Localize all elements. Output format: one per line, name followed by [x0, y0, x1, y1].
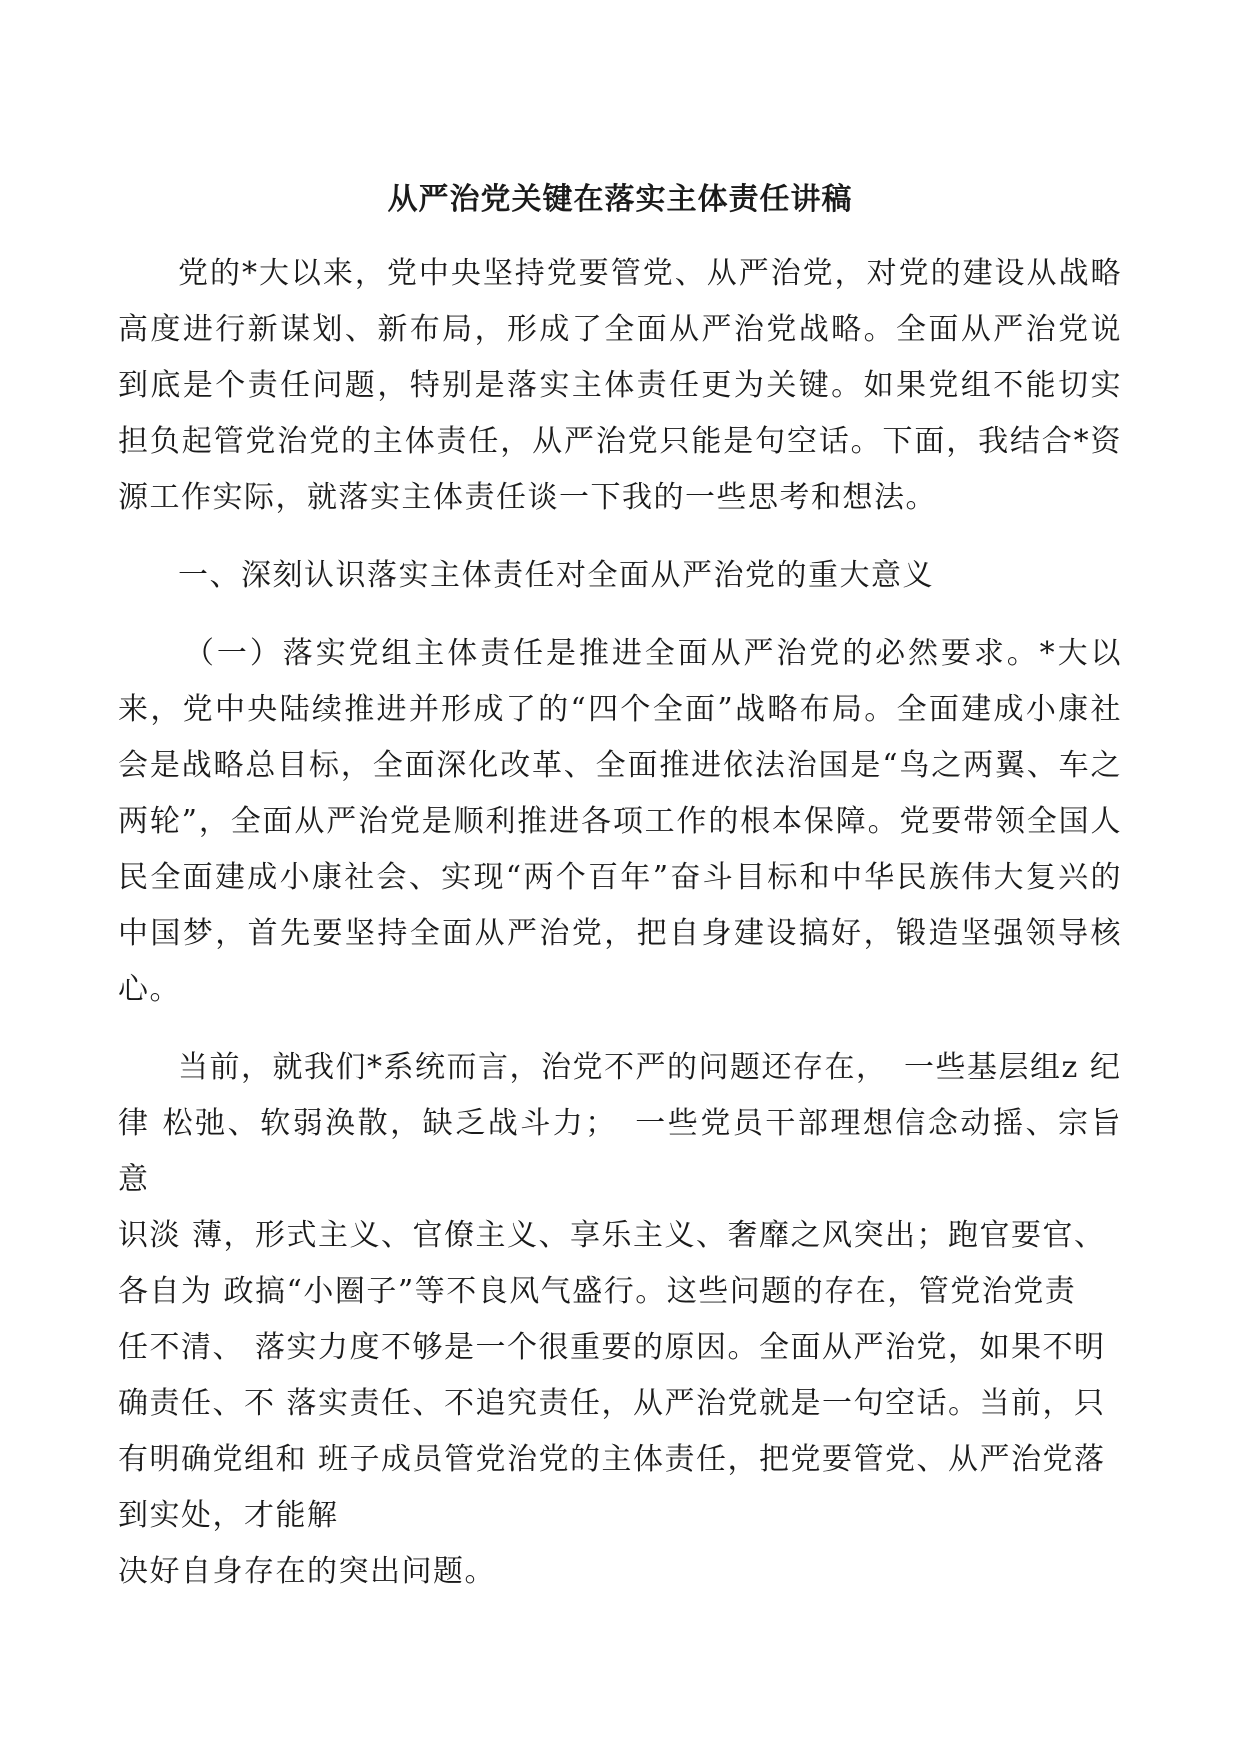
section-1-paragraph: （一）落实党组主体责任是推进全面从严治党的必然要求。*大以来，党中央陆续推进并形成了的“四个全面”战略布局。全面建成小康社会是战略总目标，全面深化改革、全面推进依法治国是“鸟之两翼、车之两轮”，全面从严治党是顺利推进各项工作的根本保障。党要带领全国人民全面建成小康社会、实现“两个百年”奋斗目标和中华民族伟大复兴的中国梦，首先要坚持全面从严治党，把自身建设搞好，锻造坚强领导核心。 [118, 636, 1122, 1007]
intro-paragraph: 党的*大以来，党中央坚持党要管党、从严治党，对党的建设从战略高度进行新谋划、新布局，形成了全面从严治党战略。全面从严治党说到底是个责任问题，特别是落实主体责任更为关键。如果党组不能切实担负起管党治党的主体责任，从严治党只能是句空话。下面，我结合*资源工作实际，就落实主体责任谈一下我的一些思考和想法。 [118, 256, 1122, 515]
closing-line: 决好自身存在的突出问题。 [118, 1554, 496, 1589]
section-heading-1: 一、深刻认识落实主体责任对全面从严治党的重大意义 [178, 558, 934, 593]
paragraph-line: 识淡 薄，形式主义、官僚主义、享乐主义、奢靡之风突出；跑官要官、 [118, 1218, 1106, 1253]
paragraph-line: 律 松弛、软弱涣散，缺乏战斗力； 一些党员干部理想信念动摇、宗旨意 [118, 1106, 1122, 1197]
current-situation-paragraph [118, 1040, 1122, 1544]
paragraph-line: 当前，就我们*系统而言，治党不严的问题还存在， 一些基层组z 纪 [178, 1050, 1122, 1085]
document-title: 从严治党关键在落实主体责任讲稿 [387, 182, 853, 217]
document-page [118, 176, 1122, 1600]
paragraph-line: 到实处，才能解 [118, 1498, 339, 1533]
paragraph-line: 任不清、 落实力度不够是一个很重要的原因。全面从严治党，如果不明 [118, 1330, 1106, 1365]
paragraph-line: 各自为 政搞“小圈子”等不良风气盛行。这些问题的存在，管党治党责 [118, 1274, 1077, 1309]
paragraph-line: 确责任、不 落实责任、不追究责任，从严治党就是一句空话。当前，只 [118, 1386, 1106, 1421]
paragraph-line: 有明确党组和 班子成员管党治党的主体责任，把党要管党、从严治党落 [118, 1442, 1106, 1477]
